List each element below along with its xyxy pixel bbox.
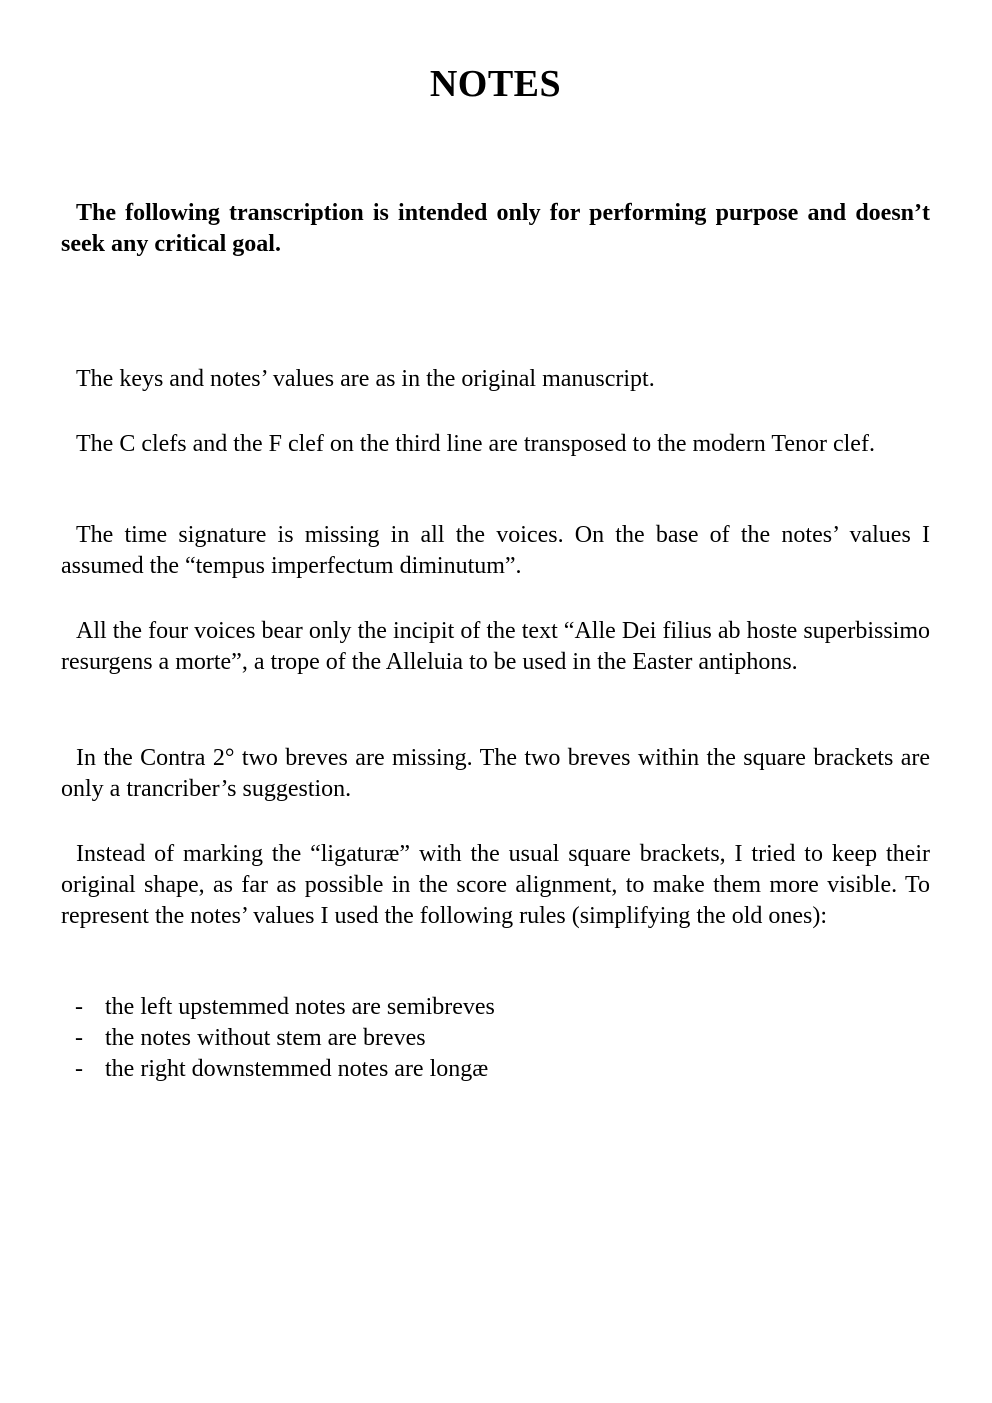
list-item-text: the left upstemmed notes are semibreves bbox=[105, 994, 495, 1020]
paragraph-missing-breves: In the Contra 2° two breves are missing. The two breves within the square brackets are only a trancriber’s suggestion. bbox=[61, 745, 930, 802]
rules-list bbox=[61, 992, 930, 1085]
list-item bbox=[61, 992, 930, 1023]
list-marker: - bbox=[75, 994, 83, 1020]
paragraph-keys-values: The keys and notes’ values are as in the original manuscript. bbox=[76, 366, 655, 392]
list-item bbox=[61, 1054, 930, 1085]
list-marker: - bbox=[75, 1025, 83, 1051]
paragraph-text-incipit: All the four voices bear only the incipit of the text “Alle Dei filius ab hoste superbissimo resurgens a morte”, a trope of the Alleluia to be used in the Easter antiphons. bbox=[61, 618, 930, 675]
paragraph-ligaturae: Instead of marking the “ligaturæ” with the usual square brackets, I tried to keep their original shape, as far as possible in the score alignment, to make them more visible. To represent the notes’ values I used the following rules (simplifying the old ones): bbox=[61, 841, 930, 929]
list-marker: - bbox=[75, 1056, 83, 1082]
paragraph-clefs: The C clefs and the F clef on the third line are transposed to the modern Tenor clef. bbox=[76, 431, 875, 457]
list-item bbox=[61, 1023, 930, 1054]
intro-statement: The following transcription is intended only for performing purpose and doesn’t seek any critical goal. bbox=[61, 200, 930, 257]
page-title: NOTES bbox=[429, 63, 562, 105]
paragraph-time-signature: The time signature is missing in all the voices. On the base of the notes’ values I assumed the “tempus imperfectum diminutum”. bbox=[61, 522, 930, 579]
list-item-text: the right downstemmed notes are longæ bbox=[105, 1056, 489, 1082]
list-item-text: the notes without stem are breves bbox=[105, 1025, 426, 1051]
